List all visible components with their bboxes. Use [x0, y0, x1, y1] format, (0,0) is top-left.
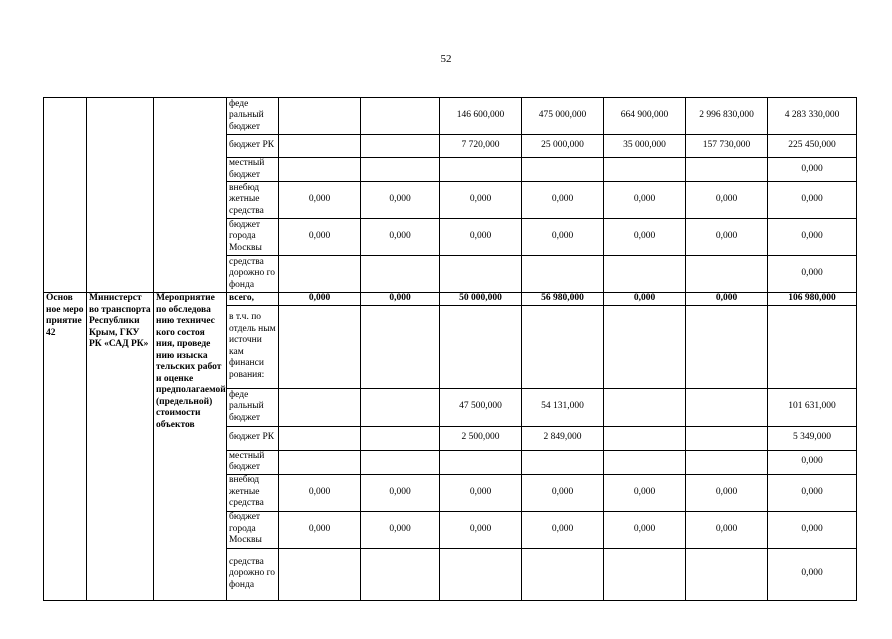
value-cell: 0,000: [768, 256, 857, 293]
value-cell: [686, 305, 768, 388]
value-cell: 0,000: [768, 182, 857, 219]
value-cell: [361, 98, 440, 135]
value-cell: [279, 450, 361, 474]
value-cell: [361, 548, 440, 600]
table-row: [44, 98, 857, 135]
source-cell: бюджет города Москвы: [227, 219, 279, 256]
value-cell: 0,000: [522, 219, 604, 256]
block1-activity-cell: [154, 98, 227, 293]
value-cell: [768, 305, 857, 388]
value-cell: 0,000: [768, 219, 857, 256]
source-cell: бюджет города Москвы: [227, 511, 279, 548]
value-cell: 0,000: [768, 548, 857, 600]
value-cell: [604, 158, 686, 182]
value-cell: [604, 450, 686, 474]
value-cell: [361, 135, 440, 158]
source-cell: средства дорожно го фонда: [227, 548, 279, 600]
value-cell: [604, 305, 686, 388]
table-body: [44, 98, 857, 601]
value-cell: [686, 158, 768, 182]
source-cell: бюджет РК: [227, 135, 279, 158]
value-cell: 0,000: [361, 182, 440, 219]
value-cell: [361, 305, 440, 388]
value-cell: 0,000: [768, 511, 857, 548]
value-cell: [686, 256, 768, 293]
value-cell: [686, 450, 768, 474]
value-cell: 0,000: [522, 182, 604, 219]
value-cell: [604, 388, 686, 426]
value-cell: 25 000,000: [522, 135, 604, 158]
value-cell: [279, 426, 361, 450]
value-cell: 0,000: [361, 293, 440, 306]
value-cell: 5 349,000: [768, 426, 857, 450]
value-cell: [279, 135, 361, 158]
value-cell: [522, 158, 604, 182]
value-cell: 0,000: [279, 474, 361, 511]
value-cell: [440, 548, 522, 600]
value-cell: 35 000,000: [604, 135, 686, 158]
value-cell: [361, 158, 440, 182]
value-cell: 2 500,000: [440, 426, 522, 450]
budget-table: [43, 97, 857, 601]
value-cell: 54 131,000: [522, 388, 604, 426]
source-cell: внебюд жетные средства: [227, 182, 279, 219]
source-cell: феде ральный бюджет: [227, 388, 279, 426]
value-cell: 664 900,000: [604, 98, 686, 135]
value-cell: 0,000: [768, 474, 857, 511]
value-cell: 106 980,000: [768, 293, 857, 306]
value-cell: [522, 548, 604, 600]
source-cell: бюджет РК: [227, 426, 279, 450]
value-cell: [279, 98, 361, 135]
value-cell: 4 283 330,000: [768, 98, 857, 135]
value-cell: 146 600,000: [440, 98, 522, 135]
page-number: 52: [440, 53, 452, 65]
value-cell: 47 500,000: [440, 388, 522, 426]
value-cell: 0,000: [279, 293, 361, 306]
value-cell: [522, 305, 604, 388]
value-cell: [686, 426, 768, 450]
value-cell: [604, 548, 686, 600]
value-cell: [440, 158, 522, 182]
activity-cell: Мероприятие по обследова нию техничес кого состоя ния, проведе нию изыска тельских работ и оценке предполагаемой (предельной) стоимости объектов: [154, 293, 227, 601]
measure-label-cell: Основ ное меро приятие 42: [44, 293, 87, 601]
value-cell: [440, 305, 522, 388]
source-cell: местный бюджет: [227, 158, 279, 182]
value-cell: [604, 426, 686, 450]
value-cell: 0,000: [361, 219, 440, 256]
value-cell: [279, 548, 361, 600]
value-cell: 0,000: [440, 182, 522, 219]
value-cell: 0,000: [440, 511, 522, 548]
value-cell: 0,000: [768, 158, 857, 182]
value-cell: 0,000: [279, 219, 361, 256]
value-cell: 0,000: [440, 474, 522, 511]
value-cell: 0,000: [440, 219, 522, 256]
value-cell: [440, 450, 522, 474]
value-cell: 0,000: [686, 474, 768, 511]
source-cell: средства дорожно го фонда: [227, 256, 279, 293]
value-cell: 56 980,000: [522, 293, 604, 306]
value-cell: [279, 388, 361, 426]
value-cell: [522, 450, 604, 474]
value-cell: 0,000: [604, 219, 686, 256]
value-cell: 0,000: [361, 511, 440, 548]
value-cell: [361, 450, 440, 474]
value-cell: [686, 548, 768, 600]
block1-executor-cell: [87, 98, 154, 293]
source-cell: феде ральный бюджет: [227, 98, 279, 135]
value-cell: [279, 158, 361, 182]
value-cell: [522, 256, 604, 293]
value-cell: [279, 305, 361, 388]
value-cell: 0,000: [686, 182, 768, 219]
value-cell: [279, 256, 361, 293]
value-cell: 0,000: [604, 511, 686, 548]
total-row: [44, 293, 857, 306]
value-cell: 0,000: [604, 182, 686, 219]
value-cell: 0,000: [279, 511, 361, 548]
value-cell: 50 000,000: [440, 293, 522, 306]
value-cell: [604, 256, 686, 293]
value-cell: 0,000: [522, 474, 604, 511]
value-cell: 0,000: [604, 474, 686, 511]
value-cell: [361, 426, 440, 450]
value-cell: 0,000: [686, 219, 768, 256]
value-cell: 0,000: [686, 511, 768, 548]
value-cell: 0,000: [361, 474, 440, 511]
source-cell: местный бюджет: [227, 450, 279, 474]
value-cell: 0,000: [522, 511, 604, 548]
value-cell: 101 631,000: [768, 388, 857, 426]
block1-label-cell: [44, 98, 87, 293]
executor-cell: Министерст во транспорта Республики Крым, ГКУ РК «САД РК»: [87, 293, 154, 601]
value-cell: 7 720,000: [440, 135, 522, 158]
value-cell: 225 450,000: [768, 135, 857, 158]
value-cell: 2 996 830,000: [686, 98, 768, 135]
value-cell: [361, 256, 440, 293]
value-cell: [686, 388, 768, 426]
value-cell: 157 730,000: [686, 135, 768, 158]
value-cell: [361, 388, 440, 426]
value-cell: 0,000: [768, 450, 857, 474]
value-cell: [440, 256, 522, 293]
value-cell: 0,000: [279, 182, 361, 219]
value-cell: 0,000: [604, 293, 686, 306]
value-cell: 475 000,000: [522, 98, 604, 135]
value-cell: 0,000: [686, 293, 768, 306]
source-cell: в т.ч. по отдель ным источни кам финанси рования:: [227, 305, 279, 388]
source-cell: внебюд жетные средства: [227, 474, 279, 511]
value-cell: 2 849,000: [522, 426, 604, 450]
source-cell: всего,: [227, 293, 279, 306]
